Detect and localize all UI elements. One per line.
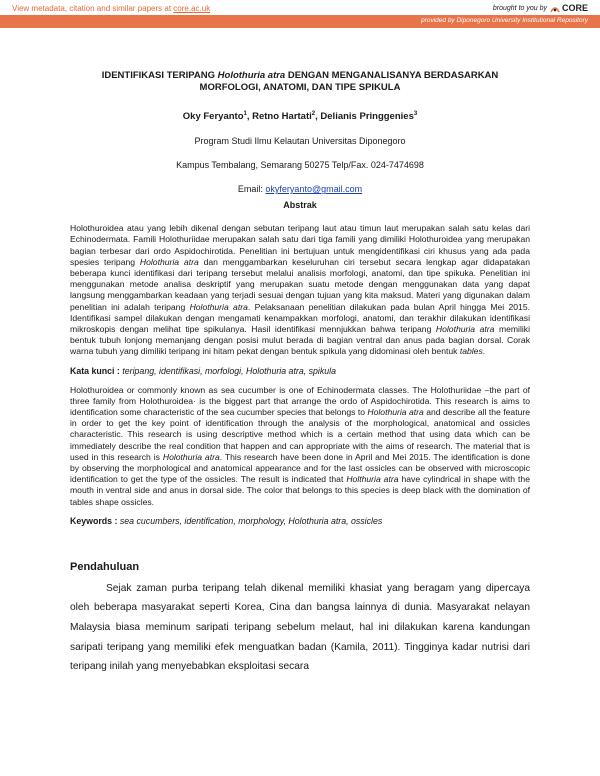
metadata-text: View metadata, citation and similar papers at (12, 4, 174, 13)
abstract-species: Holothuria atra (367, 407, 424, 417)
title-line-2: MORFOLOGI, ANATOMI, DAN TIPE SPIKULA (199, 82, 401, 93)
abstrak-species: Holothuria atra (189, 301, 248, 312)
author-list (70, 111, 530, 122)
email-line (70, 184, 530, 194)
abstract-species: Holothuria atra (162, 451, 220, 462)
section-heading: Pendahuluan (70, 560, 140, 573)
abstrak-paragraph (70, 223, 530, 357)
repository-banner (0, 15, 600, 28)
abstract-species: Holthuria atra (346, 474, 399, 485)
author-3-sup: 3 (413, 111, 418, 117)
abstrak-text: Holothuroidea atau yang lebih dikenal dengan sebutan teripang laut atau timun laut merupakan salah satu kelas dari Echinodermata. Famili Holothuriidae merupakan salah satu dari tiga famili yang dimiliki Holothuroidea yang merupakan bagian terbesar dari ordo Aspidochirotida. Penelitian ini bertujuan untuk mengidentifikasi ciri khusus yang ada pada spesies teripang (70, 223, 530, 267)
title-part-a: IDENTIFIKASI TERIPANG (101, 70, 218, 81)
kata-kunci-label: Kata kunci : (70, 365, 123, 376)
author-3: Delianis Pringgenies (320, 111, 414, 123)
brought-by (493, 3, 588, 13)
abstract-text: and describe all the feature in order to get the key point of identification through the analysis of the morphological, anatomical and ossicles characteristic. This research is using descriptive method which is a certain method that using data which can be immediately describe the real condition that happen and can appropriate with the aims of research. The material that is used in this research is (70, 407, 530, 462)
abstrak-text: . Pelaksanaan penelitian dilakukan pada bulan April hingga Mei 2015. Identifikasi sampel dilakukan dengan mengamati kenampakkan morfologi, anatomi, dan terakhir dilakukan identifikasi mikroskopis dengan melihat tipe spikulanya. Hasil identifikasi mennjukkan bahwa teripang (70, 301, 530, 334)
core-logo-icon (550, 4, 560, 13)
kata-kunci-values: teripang, identifikasi, morfologi, Holothuria atra, spikula (122, 365, 336, 376)
email-label: Email: (237, 184, 266, 195)
keywords-label: Keywords : (70, 515, 120, 526)
author-sep-1: , (246, 111, 253, 123)
address: Kampus Tembalang, Semarang 50275 Telp/Fax. 024-7474698 (176, 160, 424, 171)
provided-by-text: provided by Diponegoro University Institutional Repository (421, 17, 588, 24)
abstract-text: Holothuroidea or commonly known as sea cucumber is one of Echinodermata classes. The Holothuriidae –the part of three family from Holothuroidea· is the biggest part that arrange the ordo of Aspidochirotida. This research is aims to identification some characteristic of the sea cucumber species that belongs to (70, 384, 530, 417)
abstrak-species: Holothuria atra (139, 256, 199, 267)
kata-kunci (70, 366, 530, 376)
core-header-bar (0, 0, 600, 15)
affiliation: Program Studi Ilmu Kelautan Universitas Diponegoro (194, 136, 406, 147)
abstract-text: . This research have been done in April and Mei 2015. The identification is done by observing the morphological and anatomical appearance and for the last ossicles can be observed with microscopic identification to get the type of the ossicles. The result is indicated that (70, 451, 531, 485)
metadata-notice (12, 4, 210, 13)
core-link[interactable]: core.ac.uk (173, 4, 211, 13)
abstract-paragraph (70, 385, 530, 508)
title-species: Holothuria atra (217, 70, 286, 81)
author-2-sup: 2 (311, 111, 316, 117)
author-2: Retno Hartati (252, 111, 312, 123)
keywords-values: sea cucumbers, identification, morphology, Holothuria atra, ossicles (119, 515, 383, 526)
author-1: Oky Feryanto (182, 111, 244, 123)
email-link[interactable]: okyferyanto@gmail.com (265, 184, 363, 195)
title-part-b: DENGAN MENGANALISANYA BERDASARKAN (285, 70, 499, 81)
keywords (70, 516, 530, 526)
core-logo[interactable] (550, 3, 588, 13)
abstrak-text: memiliki bentuk tubuh lonjong memanjang dengan posisi mulut berada di bagian ventral dan anus pada bagian dorsal. Corak warna tubuh yang dimiliki teripang ini hitam pekat dengan bentuk spikula yang didominasi oleh bentuk (70, 323, 530, 357)
author-sep-2: , (315, 111, 321, 123)
intro-paragraph: Sejak zaman purba teripang telah dikenal memiliki khasiat yang beragam yang dipercaya oleh beberapa masyarakat seperti Korea, Cina dan bangsa lainnya di dunia. Masyarakat nelayan Malaysia biasa meminum saripati teripang sebelum melaut, hal ini dilakukan karena kandungan saripati teripang yang memiliki efek menguatkan badan (Kamila, 2011). Tingginya kadar nutrisi dari teripang inilah yang menyebabkan eksploitasi secara (70, 582, 530, 673)
abstrak-text: dan menggambarkan keseluruhan ciri tersebut secara lengkap agar didapatakan beberapa kunci identifikasi dari teripang tersebut melalui analisis morfologi, anatomi, dan tipe spikuka. Penelitian ini menggunakan metode analisa deskriptif yang merupakan suatu metode dengan menggunakan data yang dapat langsung menggambarkan keadaan yang terjadi sesuai dengan tujuan yang kita maksud. Materi yang digunakan dalam penelitian ini adalah teripang (70, 256, 530, 312)
abstrak-term: tables (459, 346, 483, 357)
abstract-text: have cylindrical in shape with the mouth in ventral side and anus in dorsal side. The color that belongs to this species is deep black with the domination of tables shape ossicles. (70, 474, 530, 507)
abstrak-species: Holothuria atra (435, 323, 495, 334)
abstract-heading: Abstrak (283, 200, 317, 211)
author-1-sup: 1 (243, 111, 247, 117)
paper-title (70, 70, 530, 94)
paper-page (70, 70, 530, 677)
brought-by-text: brought to you by (492, 4, 547, 12)
abstrak-text: . (482, 346, 486, 357)
core-logo-text: CORE (561, 3, 588, 13)
